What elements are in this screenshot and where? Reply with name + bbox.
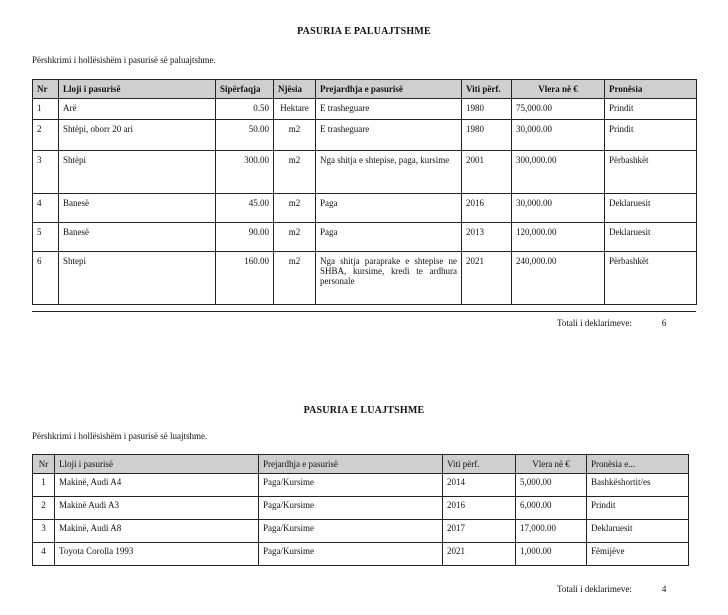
cell-year: 2016 [462,194,512,223]
immovable-totals [557,318,666,328]
cell-area: 160.00 [216,252,274,305]
cell-value: 1,000.00 [516,543,587,566]
cell-year: 2014 [443,474,516,497]
cell-type: Banesë [59,223,216,252]
cell-value: 30,000.00 [512,120,605,151]
cell-year: 1980 [462,120,512,151]
col-header-origin: Prejardhja e pasurisë [259,455,443,474]
col-header-nr: Nr [33,455,55,474]
cell-nr: 5 [33,223,59,252]
cell-ownership: Prindit [605,99,697,120]
cell-origin: Paga/Kursime [259,474,443,497]
cell-area: 50.00 [216,120,274,151]
cell-year: 2017 [443,520,516,543]
cell-year: 2016 [443,497,516,520]
col-header-ownership: Pronësia [605,80,697,99]
cell-nr: 3 [33,151,59,194]
totals-label: Totali i deklarimeve: [557,318,632,328]
col-header-ownership: Pronësia e... [587,455,689,474]
immovable-table [32,79,697,305]
col-header-type: Lloji i pasurisë [55,455,259,474]
cell-ownership: Prindit [587,497,689,520]
col-header-type: Lloji i pasurisë [59,80,216,99]
cell-value: 120,000.00 [512,223,605,252]
table-row [33,520,689,543]
col-header-nr: Nr [33,80,59,99]
cell-type: Arë [59,99,216,120]
totals-value: 6 [661,318,667,328]
cell-nr: 2 [33,497,55,520]
cell-type: Shtëpi, oborr 20 ari [59,120,216,151]
cell-unit: m2 [274,194,316,223]
cell-type: Makinë, Audi A8 [55,520,259,543]
table-row [33,543,689,566]
cell-nr: 1 [33,474,55,497]
table-row [33,474,689,497]
cell-nr: 3 [33,520,55,543]
movable-header-row [33,455,689,474]
movable-totals [557,584,666,594]
cell-type: Banesë [59,194,216,223]
cell-year: 1980 [462,99,512,120]
cell-ownership: Përbashkët [605,151,697,194]
table-row [33,252,697,305]
cell-value: 6,000.00 [516,497,587,520]
cell-unit: m2 [274,151,316,194]
cell-origin: E trasheguare [316,120,462,151]
cell-year: 2013 [462,223,512,252]
cell-nr: 1 [33,99,59,120]
cell-value: 240,000.00 [512,252,605,305]
cell-origin: Nga shitja e shtepise, paga, kursime [316,151,462,194]
col-header-year: Viti përf. [443,455,516,474]
movable-table [32,454,689,566]
col-header-unit: Njësia [274,80,316,99]
totals-value: 4 [661,584,667,594]
cell-type: Makinë Audi A3 [55,497,259,520]
cell-value: 17,000.00 [516,520,587,543]
cell-value: 5,000.00 [516,474,587,497]
col-header-value: Vlera në € [512,80,605,99]
cell-ownership: Deklaruesit [605,223,697,252]
cell-type: Makinë, Audi A4 [55,474,259,497]
cell-area: 90.00 [216,223,274,252]
cell-origin: Paga [316,194,462,223]
cell-origin: Paga/Kursime [259,497,443,520]
immovable-bottom-rule [32,311,696,312]
cell-unit: m2 [274,120,316,151]
table-row [33,223,697,252]
immovable-title: PASURIA E PALUAJTSHME [297,26,431,37]
cell-origin: Paga/Kursime [259,543,443,566]
cell-nr: 2 [33,120,59,151]
col-header-year: Viti përf. [462,80,512,99]
cell-type: Shtëpi [59,151,216,194]
table-row [33,194,697,223]
immovable-header-row [33,80,697,99]
cell-origin: Nga shitja paraprake e shtepise ne SHBA, kursime, kredi te ardhura personale [316,252,462,305]
cell-unit: Hektare [274,99,316,120]
col-header-area: Sipërfaqja [216,80,274,99]
cell-type: Shtepi [59,252,216,305]
cell-unit: m2 [274,223,316,252]
cell-unit: m2 [274,252,316,305]
cell-value: 75,000.00 [512,99,605,120]
cell-nr: 4 [33,543,55,566]
totals-label: Totali i deklarimeve: [557,584,632,594]
immovable-description: Përshkrimi i hollësishëm i pasurisë së paluajtshme. [32,55,216,65]
cell-ownership: Prindit [605,120,697,151]
table-row [33,120,697,151]
table-row [33,99,697,120]
cell-value: 300,000.00 [512,151,605,194]
cell-type: Toyota Corolla 1993 [55,543,259,566]
cell-value: 30,000.00 [512,194,605,223]
cell-nr: 6 [33,252,59,305]
cell-area: 300.00 [216,151,274,194]
cell-area: 45.00 [216,194,274,223]
table-row [33,151,697,194]
col-header-value: Vlera në € [516,455,587,474]
cell-origin: Paga/Kursime [259,520,443,543]
col-header-origin: Prejardhja e pasurisë [316,80,462,99]
cell-ownership: Bashkëshortit/es [587,474,689,497]
table-row [33,497,689,520]
cell-year: 2001 [462,151,512,194]
cell-ownership: Deklaruesit [605,194,697,223]
cell-nr: 4 [33,194,59,223]
movable-title: PASURIA E LUAJTSHME [303,405,425,416]
cell-ownership: Përbashkët [605,252,697,305]
cell-year: 2021 [443,543,516,566]
movable-description: Përshkrimi i hollësishëm i pasurisë së luajtshme. [32,431,208,441]
cell-origin: E trasheguare [316,99,462,120]
cell-ownership: Deklaruesit [587,520,689,543]
cell-origin: Paga [316,223,462,252]
cell-year: 2021 [462,252,512,305]
cell-ownership: Fëmijëve [587,543,689,566]
cell-area: 0.50 [216,99,274,120]
